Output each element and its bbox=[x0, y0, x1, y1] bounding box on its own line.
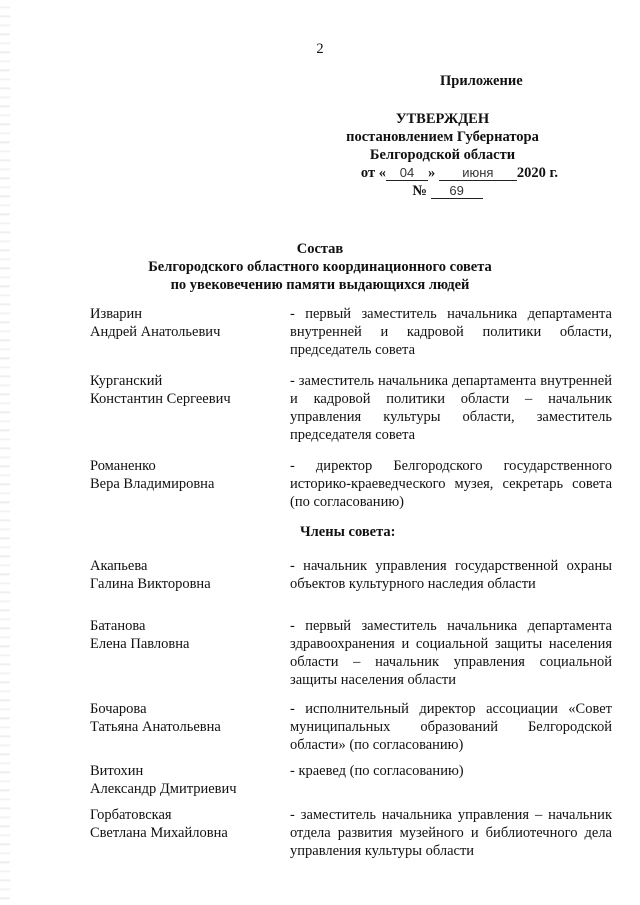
surname: Акапьева bbox=[90, 558, 148, 574]
surname: Батанова bbox=[90, 618, 146, 634]
approval-line: постановлением Губернатора bbox=[346, 129, 539, 145]
person-name bbox=[90, 372, 270, 408]
position-description: - заместитель начальника управления – начальник отдела развития музейного и библиотечного дела управления культуры области bbox=[290, 807, 612, 859]
date-month: июня bbox=[439, 166, 517, 181]
person-name bbox=[90, 762, 270, 798]
person-name bbox=[90, 806, 270, 842]
given-names: Александр Дмитриевич bbox=[90, 781, 237, 797]
number-value: 69 bbox=[431, 184, 483, 199]
position-description: - директор Белгородского государственного историко-краеведческого музея, секретарь совета (по согласованию) bbox=[290, 458, 612, 510]
date-year: 2020 г. bbox=[516, 165, 559, 181]
date-mid: » bbox=[427, 165, 436, 181]
number-prefix: № bbox=[412, 183, 427, 199]
person-name bbox=[90, 305, 270, 341]
members-header: Члены совета: bbox=[300, 524, 396, 540]
position-description: - начальник управления государственной охраны объектов культурного наследия области bbox=[290, 558, 612, 592]
approval-line: Белгородской области bbox=[369, 147, 516, 163]
approval-block bbox=[300, 110, 585, 200]
surname: Курганский bbox=[90, 373, 163, 389]
position-description: - первый заместитель начальника департамента внутренней и кадровой политики области, председатель совета bbox=[290, 306, 612, 358]
approval-title: УТВЕРЖДЕН bbox=[395, 111, 490, 127]
given-names: Андрей Анатольевич bbox=[90, 324, 221, 340]
person-name bbox=[90, 557, 270, 593]
given-names: Вера Владимировна bbox=[90, 476, 215, 492]
date-prefix: от « bbox=[360, 165, 386, 181]
surname: Романенко bbox=[90, 458, 156, 474]
position-description: - исполнительный директор ассоциации «Совет муниципальных образований Белгородской области» (по согласованию) bbox=[290, 701, 612, 753]
given-names: Елена Павловна bbox=[90, 636, 190, 652]
document-title bbox=[0, 240, 640, 294]
given-names: Галина Викторовна bbox=[90, 576, 211, 592]
appendix-label: Приложение bbox=[440, 73, 523, 89]
date-day: 04 bbox=[386, 166, 428, 181]
person-name bbox=[90, 617, 270, 653]
approval-date bbox=[300, 164, 585, 182]
approval-number bbox=[300, 182, 585, 200]
given-names: Константин Сергеевич bbox=[90, 391, 231, 407]
title-line: Белгородского областного координационного совета bbox=[148, 259, 492, 275]
surname: Бочарова bbox=[90, 701, 147, 717]
surname: Витохин bbox=[90, 763, 144, 779]
given-names: Татьяна Анатольевна bbox=[90, 719, 221, 735]
person-name bbox=[90, 700, 270, 736]
position-description: - первый заместитель начальника департамента здравоохранения и социальной защиты населения области – начальник управления социальной защиты населения области bbox=[290, 618, 612, 688]
title-line: по увековечению памяти выдающихся людей bbox=[170, 277, 470, 293]
title-line: Состав bbox=[296, 241, 344, 257]
surname: Изварин bbox=[90, 306, 143, 322]
scan-edge-noise bbox=[0, 0, 10, 905]
person-name bbox=[90, 457, 270, 493]
position-description: - краевед (по согласованию) bbox=[290, 763, 464, 779]
given-names: Светлана Михайловна bbox=[90, 825, 228, 841]
page-number: 2 bbox=[316, 41, 324, 57]
position-description: - заместитель начальника департамента внутренней и кадровой политики области – начальник управления культуры области, заместитель председателя совета bbox=[290, 373, 612, 443]
surname: Горбатовская bbox=[90, 807, 172, 823]
